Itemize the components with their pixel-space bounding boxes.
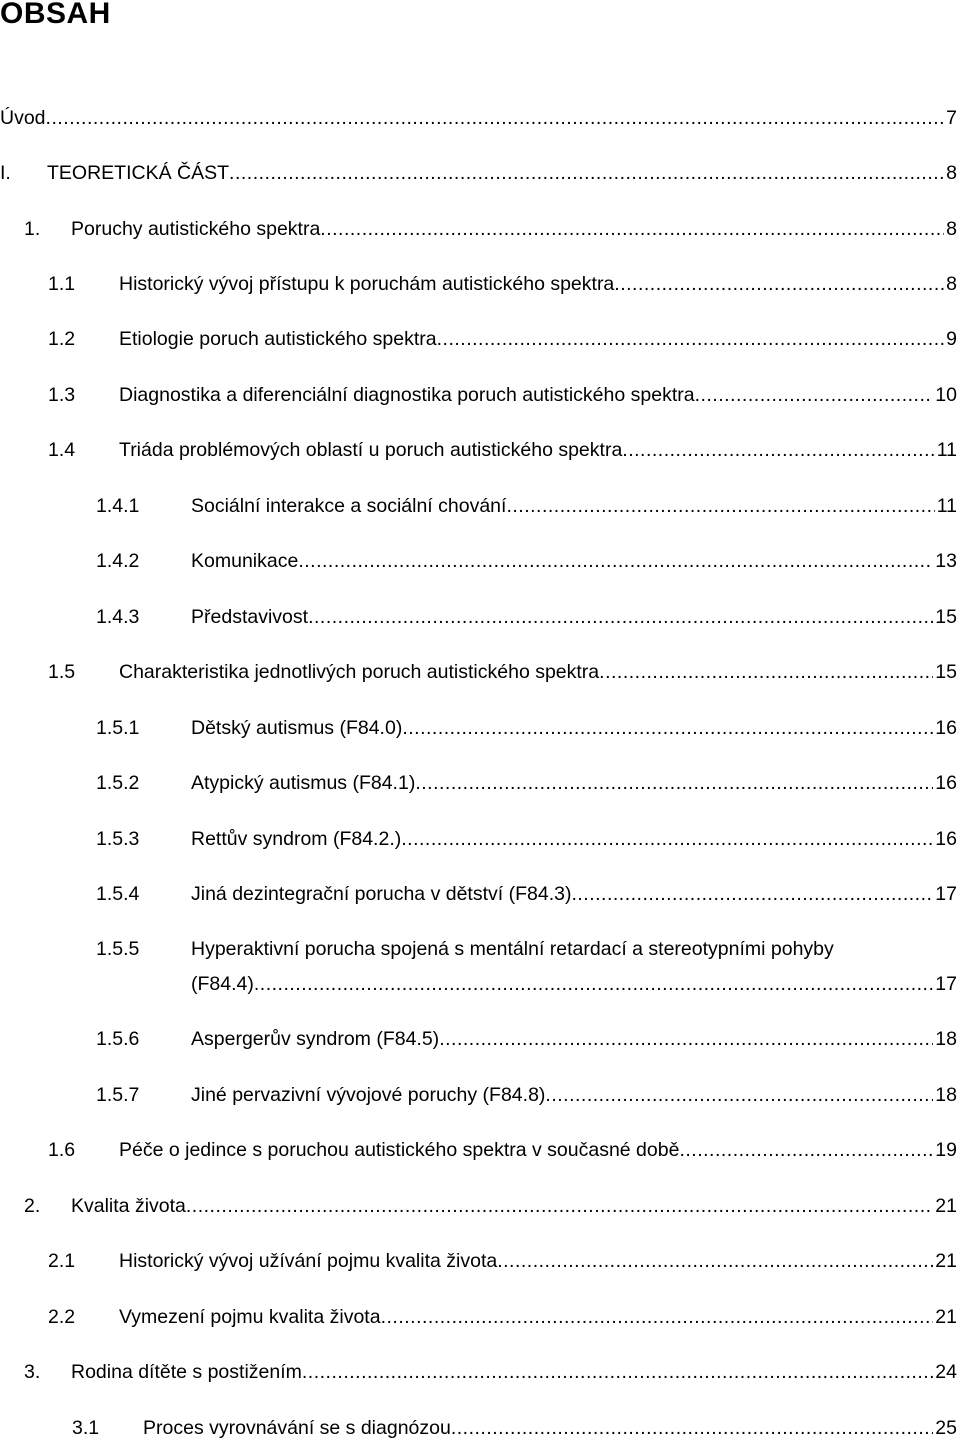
toc-entry-number: 1.5.6 — [96, 1028, 140, 1050]
toc-entry[interactable] — [96, 602, 957, 632]
toc-entry[interactable] — [96, 1024, 957, 1054]
dot-leader — [695, 380, 934, 410]
toc-entry-title: Proces vyrovnávání se s diagnózou — [143, 1417, 451, 1439]
dot-leader — [437, 324, 945, 354]
toc-entry-title-line1: Hyperaktivní porucha spojená s mentální retardací a stereotypními pohyby — [191, 938, 834, 960]
toc-entry-page-number: 10 — [935, 384, 957, 406]
toc-entry[interactable] — [48, 435, 957, 465]
toc-entry-line — [191, 1024, 957, 1054]
page-title: OBSAH — [0, 0, 111, 30]
toc-entry-line — [191, 879, 957, 909]
toc-entry-number: 1.5.3 — [96, 828, 140, 850]
toc-entry-line — [119, 380, 957, 410]
dot-leader — [599, 657, 933, 687]
toc-entry-title: Diagnostika a diferenciální diagnostika poruch autistického spektra — [119, 384, 695, 406]
toc-entry-line — [119, 1135, 957, 1165]
toc-entry-page-number: 18 — [935, 1028, 957, 1050]
toc-entry-title: Jiná dezintegrační porucha v dětství (F84.3) — [191, 883, 572, 905]
toc-entry-title: (F84.4) — [191, 973, 254, 995]
dot-leader — [679, 1135, 933, 1165]
toc-entry-title: Úvod — [0, 107, 46, 129]
toc-entry-line — [119, 324, 957, 354]
toc-entry-line — [191, 1080, 957, 1110]
dot-leader — [401, 824, 933, 854]
toc-entry-title: Triáda problémových oblastí u poruch autistického spektra — [119, 439, 623, 461]
toc-entry[interactable] — [96, 824, 957, 854]
dot-leader — [451, 1413, 933, 1443]
toc-entry[interactable] — [48, 1135, 957, 1165]
toc-entry-page-number: 25 — [935, 1417, 957, 1439]
toc-entry-page-number: 9 — [946, 328, 957, 350]
dot-leader — [381, 1302, 934, 1332]
dot-leader — [415, 768, 933, 798]
toc-entry-number: I. — [0, 162, 11, 184]
toc-entry-number: 3. — [24, 1361, 41, 1383]
toc-entry[interactable] — [24, 1191, 957, 1221]
toc-entry-title: Péče o jedince s poruchou autistického spektra v současné době — [119, 1139, 680, 1161]
toc-entry-page-number: 18 — [935, 1084, 957, 1106]
toc-entry-number: 1.5.7 — [96, 1084, 140, 1106]
toc-entry-title: Rettův syndrom (F84.2.) — [191, 828, 402, 850]
toc-entry-page-number: 19 — [935, 1139, 957, 1161]
dot-leader — [229, 158, 944, 188]
dot-leader — [622, 435, 934, 465]
toc-entry[interactable] — [0, 158, 957, 188]
toc-entry-line — [191, 602, 957, 632]
toc-entry-number: 1.2 — [48, 328, 76, 350]
dot-leader — [298, 546, 933, 576]
toc-entry[interactable] — [48, 269, 957, 299]
toc-entry-line — [71, 1191, 957, 1221]
toc-entry-number: 1.5 — [48, 661, 76, 683]
dot-leader — [302, 1357, 933, 1387]
toc-entry-page-number: 13 — [935, 550, 957, 572]
dot-leader — [320, 214, 944, 244]
toc-entry[interactable] — [96, 879, 957, 909]
toc-entry-title: Historický vývoj přístupu k poruchám autistického spektra — [119, 273, 615, 295]
toc-entry-line — [191, 546, 957, 576]
dot-leader — [186, 1191, 933, 1221]
dot-leader — [402, 713, 933, 743]
toc-entry-line — [71, 214, 957, 244]
dot-leader — [439, 1024, 933, 1054]
toc-entry-number: 1.3 — [48, 384, 76, 406]
toc-entry-title: Aspergerův syndrom (F84.5) — [191, 1028, 440, 1050]
toc-entry-line — [119, 657, 957, 687]
toc-entry[interactable] — [0, 103, 957, 133]
toc-entry-page-number: 15 — [935, 606, 957, 628]
toc-entry-page-number: 21 — [935, 1306, 957, 1328]
toc-entry[interactable] — [24, 1357, 957, 1387]
toc-entry[interactable] — [96, 768, 957, 798]
toc-entry-page-number: 16 — [935, 772, 957, 794]
toc-entry-page-number: 17 — [935, 883, 957, 905]
toc-entry-title: Vymezení pojmu kvalita života — [119, 1306, 381, 1328]
toc-entry-number: 1.4.1 — [96, 495, 140, 517]
toc-entry[interactable] — [48, 324, 957, 354]
toc-entry[interactable] — [96, 1080, 957, 1110]
toc-entry-line — [191, 768, 957, 798]
dot-leader — [497, 1246, 933, 1276]
toc-entry-title: Historický vývoj užívání pojmu kvalita života — [119, 1250, 498, 1272]
toc-entry-number: 1.4 — [48, 439, 76, 461]
toc-entry-title: TEORETICKÁ ČÁST — [47, 162, 230, 184]
toc-entry-title: Charakteristika jednotlivých poruch autistického spektra — [119, 661, 600, 683]
toc-entry-line — [119, 269, 957, 299]
toc-entry-page-number: 8 — [946, 218, 957, 240]
toc-entry-line — [191, 491, 957, 521]
dot-leader — [571, 879, 933, 909]
toc-entry[interactable] — [48, 657, 957, 687]
toc-entry[interactable] — [48, 1246, 957, 1276]
toc-entry-number: 3.1 — [72, 1417, 100, 1439]
toc-entry-page-number: 24 — [935, 1361, 957, 1383]
toc-entry[interactable] — [24, 214, 957, 244]
toc-entry-line — [191, 969, 957, 999]
dot-leader — [506, 491, 934, 521]
toc-entry-line — [191, 824, 957, 854]
toc-entry[interactable] — [48, 1302, 957, 1332]
toc-entry[interactable] — [72, 1413, 957, 1443]
dot-leader — [254, 969, 933, 999]
toc-entry-number: 2. — [24, 1195, 41, 1217]
toc-entry-line — [143, 1413, 957, 1443]
toc-entry-title: Komunikace — [191, 550, 299, 572]
toc-entry-number: 1. — [24, 218, 41, 240]
toc-entry[interactable] — [96, 546, 957, 576]
toc-entry-page-number: 8 — [946, 273, 957, 295]
toc-entry-page-number: 21 — [935, 1195, 957, 1217]
toc-entry-page-number: 17 — [935, 973, 957, 995]
toc-entry[interactable] — [96, 934, 957, 999]
toc-entry-page-number: 16 — [935, 828, 957, 850]
toc-entry-number: 2.1 — [48, 1250, 76, 1272]
toc-entry-page-number: 16 — [935, 717, 957, 739]
toc-entry-title: Rodina dítěte s postižením — [71, 1361, 302, 1383]
toc-entry-title: Etiologie poruch autistického spektra — [119, 328, 437, 350]
toc-entry-number: 1.4.3 — [96, 606, 140, 628]
toc-entry-page-number: 21 — [935, 1250, 957, 1272]
toc-entry-title: Kvalita života — [71, 1195, 186, 1217]
dot-leader — [545, 1080, 933, 1110]
toc-entry-line — [119, 1302, 957, 1332]
toc-entry-line — [47, 158, 957, 188]
toc-entry[interactable] — [48, 380, 957, 410]
toc-entry-number: 1.6 — [48, 1139, 76, 1161]
toc-entry-line — [71, 1357, 957, 1387]
toc-entry-title: Sociální interakce a sociální chování — [191, 495, 507, 517]
toc-entry-line — [191, 713, 957, 743]
toc-entry-number: 1.5.1 — [96, 717, 140, 739]
toc-entry-line — [119, 1246, 957, 1276]
toc-entry-title: Atypický autismus (F84.1) — [191, 772, 416, 794]
toc-entry[interactable] — [96, 713, 957, 743]
toc-entry-line — [119, 435, 957, 465]
toc-entry-page-number: 8 — [946, 162, 957, 184]
toc-entry-number: 1.5.4 — [96, 883, 140, 905]
toc-entry[interactable] — [96, 491, 957, 521]
toc-entry-number: 1.5.2 — [96, 772, 140, 794]
toc-entry-page-number: 15 — [935, 661, 957, 683]
toc-entry-number: 1.1 — [48, 273, 76, 295]
dot-leader — [614, 269, 944, 299]
dot-leader — [46, 103, 945, 133]
toc-entry-line — [0, 103, 957, 133]
toc-entry-title: Jiné pervazivní vývojové poruchy (F84.8) — [191, 1084, 546, 1106]
toc-entry-title: Dětský autismus (F84.0) — [191, 717, 403, 739]
toc-entry-page-number: 11 — [936, 495, 957, 517]
toc-entry-title: Poruchy autistického spektra — [71, 218, 321, 240]
toc-entry-number: 1.4.2 — [96, 550, 140, 572]
toc-entry-title: Představivost — [191, 606, 309, 628]
toc-entry-page-number: 11 — [936, 439, 957, 461]
dot-leader — [308, 602, 933, 632]
toc-entry-number: 2.2 — [48, 1306, 76, 1328]
toc-entry-page-number: 7 — [946, 107, 957, 129]
toc-entry-number: 1.5.5 — [96, 938, 140, 960]
